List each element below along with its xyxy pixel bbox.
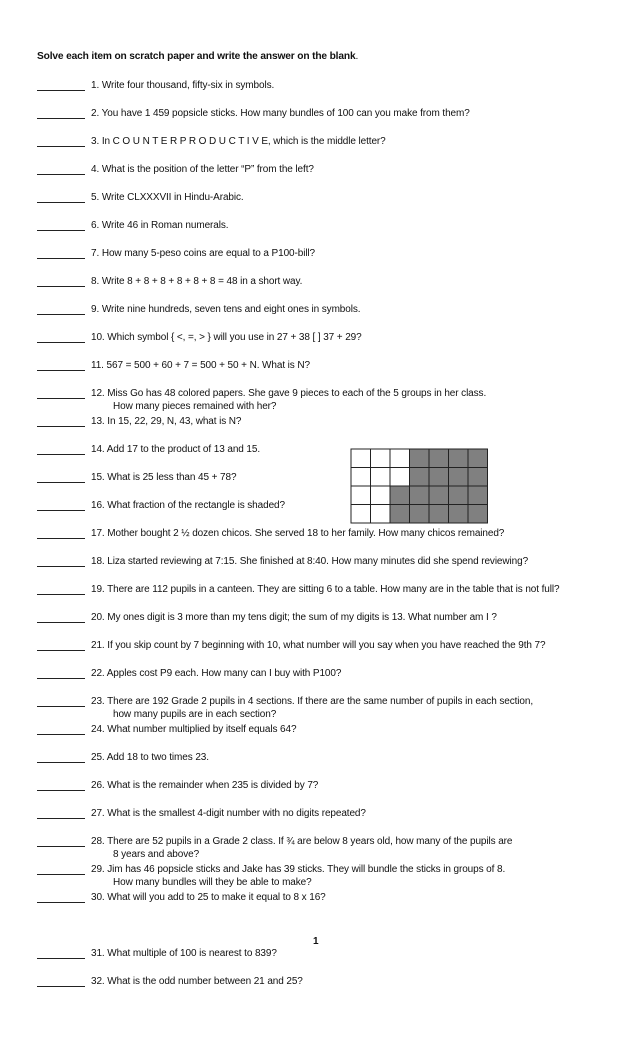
- unshaded-cell: [351, 449, 371, 468]
- answer-blank[interactable]: [37, 986, 85, 987]
- question-text: 5. Write CLXXXVII in Hindu-Arabic.: [91, 192, 244, 203]
- question-text: 30. What will you add to 25 to make it equal to 8 x 16?: [91, 892, 326, 903]
- instructions-end: .: [355, 51, 359, 62]
- instructions-bold: Solve each item on scratch paper and write the answer on the blank: [37, 51, 356, 62]
- unshaded-cell: [390, 449, 410, 468]
- answer-blank[interactable]: [37, 594, 85, 595]
- question-text: 27. What is the smallest 4-digit number with no digits repeated?: [91, 808, 366, 819]
- question-text: 23. There are 192 Grade 2 pupils in 4 sections. If there are the same number of pupils in each section,: [91, 696, 534, 707]
- page-number: 1: [313, 936, 319, 947]
- answer-blank[interactable]: [37, 762, 85, 763]
- question-text: 20. My ones digit is 3 more than my tens digit; the sum of my digits is 13. What number am I ?: [91, 612, 497, 623]
- answer-blank[interactable]: [37, 230, 85, 231]
- answer-blank[interactable]: [37, 482, 85, 483]
- answer-blank[interactable]: [37, 818, 85, 819]
- shaded-cell: [410, 505, 430, 524]
- shaded-cell: [390, 486, 410, 505]
- shaded-cell: [468, 505, 488, 524]
- question-text: 28. There are 52 pupils in a Grade 2 class. If ¾ are below 8 years old, how many of the pupils are: [91, 836, 513, 847]
- unshaded-cell: [351, 486, 371, 505]
- answer-blank[interactable]: [37, 398, 85, 399]
- answer-blank[interactable]: [37, 790, 85, 791]
- shaded-cell: [410, 449, 430, 468]
- question-text: 2. You have 1 459 popsicle sticks. How many bundles of 100 can you make from them?: [91, 108, 470, 119]
- answer-blank[interactable]: [37, 958, 85, 959]
- question-text: 9. Write nine hundreds, seven tens and eight ones in symbols.: [91, 304, 361, 315]
- question-text: 10. Which symbol { <, =, > } will you use in 27 + 38 [ ] 37 + 29?: [91, 332, 362, 343]
- question-text: 26. What is the remainder when 235 is divided by 7?: [91, 780, 319, 791]
- answer-blank[interactable]: [37, 258, 85, 259]
- shaded-cell: [410, 486, 430, 505]
- shaded-cell: [449, 468, 469, 487]
- question-text: 17. Mother bought 2 ½ dozen chicos. She served 18 to her family. How many chicos remained?: [91, 528, 505, 539]
- answer-blank[interactable]: [37, 622, 85, 623]
- answer-blank[interactable]: [37, 846, 85, 847]
- answer-blank[interactable]: [37, 510, 85, 511]
- shaded-cell: [449, 449, 469, 468]
- answer-blank[interactable]: [37, 678, 85, 679]
- shaded-cell: [429, 505, 449, 524]
- shaded-rectangle-figure: [350, 448, 490, 524]
- answer-blank[interactable]: [37, 202, 85, 203]
- question-text-continued: How many pieces remained with her?: [113, 400, 277, 412]
- shaded-cell: [468, 468, 488, 487]
- answer-blank[interactable]: [37, 90, 85, 91]
- question-text: 12. Miss Go has 48 colored papers. She gave 9 pieces to each of the 5 groups in her class.: [91, 388, 487, 399]
- answer-blank[interactable]: [37, 706, 85, 707]
- unshaded-cell: [371, 449, 391, 468]
- question-text: 8. Write 8 + 8 + 8 + 8 + 8 + 8 = 48 in a short way.: [91, 276, 303, 287]
- unshaded-cell: [371, 486, 391, 505]
- shaded-cell: [468, 449, 488, 468]
- shaded-cell: [468, 486, 488, 505]
- question-text: 4. What is the position of the letter “P” from the left?: [91, 164, 314, 175]
- unshaded-cell: [371, 468, 391, 487]
- question-text: 16. What fraction of the rectangle is shaded?: [91, 500, 285, 511]
- question-text: 19. There are 112 pupils in a canteen. They are sitting 6 to a table. How many are in the table that is not full?: [91, 584, 560, 595]
- question-text: 22. Apples cost P9 each. How many can I buy with P100?: [91, 668, 342, 679]
- question-text: 1. Write four thousand, fifty-six in symbols.: [91, 80, 275, 91]
- question-text: 31. What multiple of 100 is nearest to 839?: [91, 948, 277, 959]
- question-text: 29. Jim has 46 popsicle sticks and Jake has 39 sticks. They will bundle the sticks in groups of 8.: [91, 864, 506, 875]
- question-text: 11. 567 = 500 + 60 + 7 = 500 + 50 + N. What is N?: [91, 360, 310, 371]
- answer-blank[interactable]: [37, 650, 85, 651]
- question-text: 14. Add 17 to the product of 13 and 15.: [91, 444, 261, 455]
- shaded-cell: [449, 486, 469, 505]
- shaded-cell: [429, 468, 449, 487]
- unshaded-cell: [351, 468, 371, 487]
- answer-blank[interactable]: [37, 314, 85, 315]
- question-text: 24. What number multiplied by itself equals 64?: [91, 724, 297, 735]
- answer-blank[interactable]: [37, 174, 85, 175]
- question-text: 13. In 15, 22, 29, N, 43, what is N?: [91, 416, 242, 427]
- answer-blank[interactable]: [37, 146, 85, 147]
- question-text: 15. What is 25 less than 45 + 78?: [91, 472, 237, 483]
- shaded-cell: [429, 449, 449, 468]
- question-text: 7. How many 5-peso coins are equal to a P100-bill?: [91, 248, 316, 259]
- question-text: 6. Write 46 in Roman numerals.: [91, 220, 229, 231]
- question-text: 32. What is the odd number between 21 and 25?: [91, 976, 303, 987]
- answer-blank[interactable]: [37, 874, 85, 875]
- answer-blank[interactable]: [37, 426, 85, 427]
- question-text: 25. Add 18 to two times 23.: [91, 752, 209, 763]
- question-text-continued: 8 years and above?: [113, 848, 200, 860]
- instructions: [37, 51, 358, 62]
- unshaded-cell: [351, 505, 371, 524]
- answer-blank[interactable]: [37, 538, 85, 539]
- question-text: 18. Liza started reviewing at 7:15. She finished at 8:40. How many minutes did she spend reviewing?: [91, 556, 529, 567]
- unshaded-cell: [390, 468, 410, 487]
- answer-blank[interactable]: [37, 118, 85, 119]
- shaded-cell: [429, 486, 449, 505]
- question-text-continued: How many bundles will they be able to make?: [113, 876, 312, 888]
- answer-blank[interactable]: [37, 370, 85, 371]
- shaded-cell: [390, 505, 410, 524]
- question-text: 3. In C O U N T E R P R O D U C T I V E, which is the middle letter?: [91, 136, 386, 147]
- shaded-cell: [410, 468, 430, 487]
- answer-blank[interactable]: [37, 734, 85, 735]
- question-text: 21. If you skip count by 7 beginning with 10, what number will you say when you have reached the 9th 7?: [91, 640, 546, 651]
- answer-blank[interactable]: [37, 902, 85, 903]
- answer-blank[interactable]: [37, 342, 85, 343]
- answer-blank[interactable]: [37, 286, 85, 287]
- shaded-cell: [449, 505, 469, 524]
- answer-blank[interactable]: [37, 566, 85, 567]
- unshaded-cell: [371, 505, 391, 524]
- answer-blank[interactable]: [37, 454, 85, 455]
- question-text-continued: how many pupils are in each section?: [113, 708, 277, 720]
